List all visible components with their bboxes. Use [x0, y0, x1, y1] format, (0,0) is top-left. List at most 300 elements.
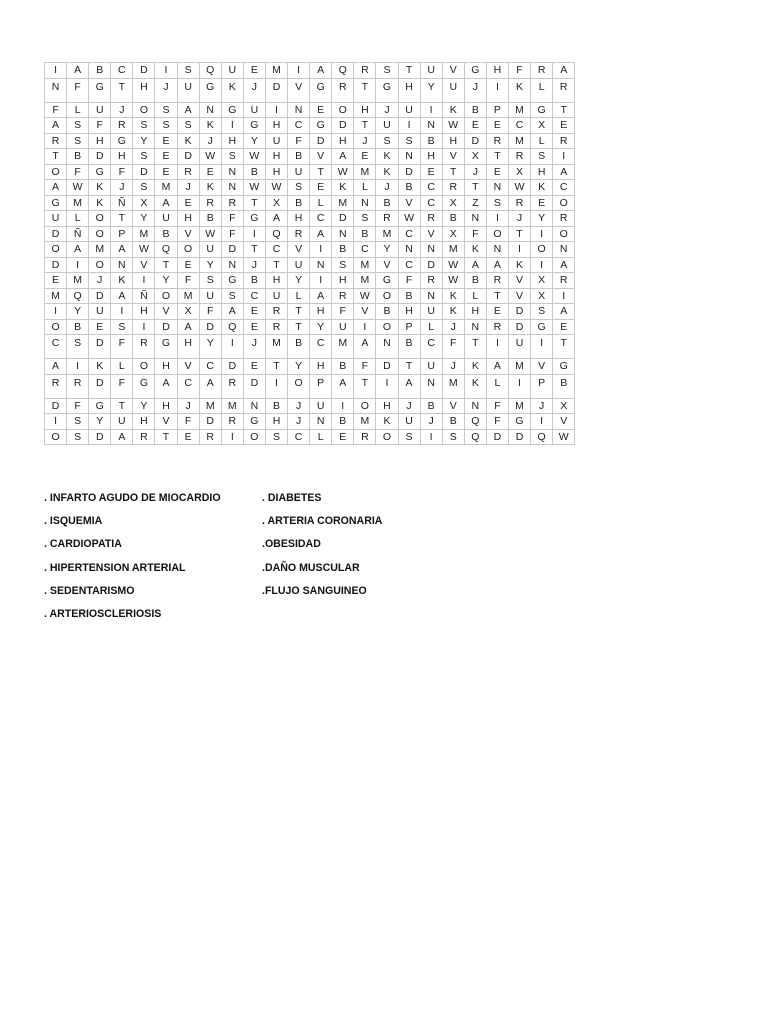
grid-cell: R	[553, 211, 575, 227]
grid-cell: C	[310, 211, 332, 227]
grid-cell: B	[442, 211, 464, 227]
grid-cell: J	[464, 78, 486, 102]
grid-cell: A	[221, 304, 243, 320]
grid-cell: I	[531, 335, 553, 359]
grid-cell: Ñ	[111, 195, 133, 211]
grid-cell: G	[531, 319, 553, 335]
grid-cell: H	[354, 102, 376, 118]
grid-cell: B	[332, 359, 354, 375]
grid-cell: M	[508, 102, 530, 118]
grid-cell: D	[155, 319, 177, 335]
grid-cell: K	[531, 180, 553, 196]
grid-cell: D	[332, 118, 354, 134]
grid-cell: U	[420, 304, 442, 320]
grid-cell: J	[376, 180, 398, 196]
word-list-item: .FLUJO SANGUINEO	[262, 584, 367, 597]
grid-cell: V	[310, 149, 332, 165]
grid-cell: W	[442, 273, 464, 289]
grid-cell: M	[442, 374, 464, 398]
grid-row	[45, 359, 575, 375]
grid-cell: H	[221, 133, 243, 149]
grid-cell: G	[310, 78, 332, 102]
grid-cell: H	[332, 133, 354, 149]
grid-cell: A	[354, 335, 376, 359]
grid-cell: T	[243, 242, 265, 258]
grid-cell: D	[89, 335, 111, 359]
grid-cell: F	[354, 359, 376, 375]
grid-cell: B	[398, 288, 420, 304]
grid-cell: K	[332, 180, 354, 196]
grid-cell: W	[442, 257, 464, 273]
grid-cell: Y	[420, 78, 442, 102]
grid-cell: D	[177, 149, 199, 165]
grid-cell: C	[420, 335, 442, 359]
grid-cell: W	[508, 180, 530, 196]
grid-cell: D	[45, 257, 67, 273]
grid-cell: X	[133, 195, 155, 211]
grid-cell: O	[553, 195, 575, 211]
grid-cell: E	[243, 304, 265, 320]
grid-cell: U	[332, 319, 354, 335]
grid-cell: B	[376, 195, 398, 211]
grid-cell: I	[420, 102, 442, 118]
grid-cell: M	[354, 257, 376, 273]
grid-cell: E	[486, 164, 508, 180]
grid-cell: N	[221, 257, 243, 273]
grid-cell: U	[111, 414, 133, 430]
grid-cell: T	[553, 335, 575, 359]
grid-row	[45, 164, 575, 180]
grid-cell: N	[464, 398, 486, 414]
grid-row	[45, 257, 575, 273]
grid-cell: A	[398, 374, 420, 398]
grid-cell: U	[288, 257, 310, 273]
grid-cell: F	[45, 102, 67, 118]
grid-cell: I	[221, 118, 243, 134]
grid-cell: M	[89, 242, 111, 258]
grid-cell: R	[45, 133, 67, 149]
grid-cell: Y	[67, 304, 89, 320]
grid-cell: V	[553, 414, 575, 430]
grid-cell: G	[89, 78, 111, 102]
grid-cell: O	[243, 429, 265, 445]
grid-cell: P	[486, 102, 508, 118]
grid-cell: R	[376, 211, 398, 227]
grid-cell: D	[221, 242, 243, 258]
grid-cell: T	[354, 78, 376, 102]
grid-cell: M	[45, 288, 67, 304]
grid-cell: G	[243, 211, 265, 227]
grid-cell: E	[199, 164, 221, 180]
grid-cell: D	[243, 374, 265, 398]
word-list-item: .OBESIDAD	[262, 538, 321, 551]
grid-row	[45, 149, 575, 165]
grid-cell: O	[332, 102, 354, 118]
grid-cell: S	[177, 118, 199, 134]
grid-cell: B	[288, 335, 310, 359]
grid-cell: W	[243, 180, 265, 196]
grid-cell: F	[177, 273, 199, 289]
grid-cell: V	[155, 304, 177, 320]
grid-cell: Y	[133, 398, 155, 414]
grid-row	[45, 102, 575, 118]
grid-cell: B	[332, 242, 354, 258]
grid-cell: N	[486, 180, 508, 196]
grid-cell: R	[67, 374, 89, 398]
grid-cell: J	[243, 257, 265, 273]
grid-cell: Z	[464, 195, 486, 211]
grid-cell: J	[177, 398, 199, 414]
grid-cell: E	[89, 319, 111, 335]
grid-cell: H	[133, 414, 155, 430]
grid-cell: J	[243, 335, 265, 359]
grid-cell: B	[67, 149, 89, 165]
grid-cell: O	[89, 226, 111, 242]
word-list-item: . ARTERIA CORONARIA	[262, 515, 383, 528]
grid-cell: I	[332, 398, 354, 414]
grid-cell: N	[288, 102, 310, 118]
grid-cell: M	[332, 195, 354, 211]
grid-cell: E	[45, 273, 67, 289]
grid-cell: A	[553, 164, 575, 180]
grid-cell: U	[508, 335, 530, 359]
grid-cell: U	[89, 304, 111, 320]
grid-cell: I	[376, 374, 398, 398]
grid-cell: Y	[199, 257, 221, 273]
grid-cell: B	[89, 63, 111, 79]
grid-cell: T	[354, 374, 376, 398]
grid-cell: K	[508, 78, 530, 102]
grid-cell: T	[288, 319, 310, 335]
grid-cell: A	[332, 149, 354, 165]
grid-cell: W	[265, 180, 287, 196]
grid-cell: S	[486, 195, 508, 211]
grid-cell: U	[265, 133, 287, 149]
word-list-item: . DIABETES	[262, 492, 322, 504]
grid-cell: S	[133, 180, 155, 196]
grid-cell: B	[332, 414, 354, 430]
grid-cell: I	[486, 211, 508, 227]
grid-cell: T	[265, 359, 287, 375]
grid-cell: K	[111, 273, 133, 289]
grid-cell: C	[398, 257, 420, 273]
grid-cell: D	[420, 257, 442, 273]
grid-cell: T	[111, 78, 133, 102]
grid-cell: I	[553, 149, 575, 165]
grid-cell: J	[155, 78, 177, 102]
grid-row	[45, 319, 575, 335]
grid-cell: A	[486, 257, 508, 273]
grid-cell: R	[265, 304, 287, 320]
grid-cell: A	[310, 63, 332, 79]
grid-cell: K	[221, 78, 243, 102]
grid-cell: R	[221, 374, 243, 398]
grid-cell: B	[199, 211, 221, 227]
grid-cell: W	[553, 429, 575, 445]
grid-cell: O	[177, 242, 199, 258]
grid-cell: I	[354, 319, 376, 335]
grid-cell: N	[420, 288, 442, 304]
grid-cell: X	[531, 288, 553, 304]
grid-cell: T	[45, 149, 67, 165]
grid-cell: N	[464, 319, 486, 335]
grid-cell: N	[221, 164, 243, 180]
grid-cell: G	[199, 78, 221, 102]
grid-row	[45, 180, 575, 196]
grid-cell: N	[354, 195, 376, 211]
grid-cell: S	[354, 211, 376, 227]
word-list-item: . CARDIOPATIA	[44, 538, 122, 551]
grid-cell: I	[265, 374, 287, 398]
grid-cell: J	[442, 319, 464, 335]
grid-cell: F	[221, 211, 243, 227]
grid-cell: O	[376, 319, 398, 335]
grid-cell: H	[265, 149, 287, 165]
grid-cell: B	[464, 273, 486, 289]
grid-cell: I	[486, 335, 508, 359]
grid-cell: U	[310, 398, 332, 414]
grid-cell: R	[486, 319, 508, 335]
grid-cell: G	[89, 398, 111, 414]
grid-cell: V	[531, 359, 553, 375]
grid-cell: W	[243, 149, 265, 165]
grid-cell: S	[67, 335, 89, 359]
grid-row	[45, 242, 575, 258]
grid-cell: S	[133, 118, 155, 134]
grid-cell: E	[332, 429, 354, 445]
grid-cell: X	[464, 149, 486, 165]
grid-cell: D	[464, 133, 486, 149]
grid-cell: U	[376, 118, 398, 134]
grid-cell: F	[442, 335, 464, 359]
grid-cell: C	[199, 359, 221, 375]
grid-row	[45, 195, 575, 211]
grid-cell: H	[155, 398, 177, 414]
grid-cell: V	[508, 273, 530, 289]
grid-cell: E	[155, 164, 177, 180]
grid-cell: H	[310, 304, 332, 320]
grid-cell: U	[155, 211, 177, 227]
grid-cell: T	[464, 180, 486, 196]
grid-cell: C	[310, 335, 332, 359]
grid-cell: T	[111, 398, 133, 414]
grid-cell: N	[332, 226, 354, 242]
grid-cell: B	[464, 102, 486, 118]
grid-cell: D	[89, 149, 111, 165]
grid-row	[45, 374, 575, 398]
grid-cell: G	[310, 118, 332, 134]
grid-cell: I	[111, 304, 133, 320]
grid-cell: H	[265, 414, 287, 430]
word-list-item: . SEDENTARISMO	[44, 584, 135, 597]
grid-cell: E	[243, 63, 265, 79]
grid-cell: S	[221, 288, 243, 304]
grid-cell: X	[442, 195, 464, 211]
grid-cell: O	[89, 211, 111, 227]
grid-cell: R	[486, 133, 508, 149]
grid-cell: D	[45, 398, 67, 414]
grid-cell: H	[332, 273, 354, 289]
grid-cell: H	[177, 335, 199, 359]
grid-cell: B	[288, 149, 310, 165]
grid-cell: H	[310, 359, 332, 375]
grid-cell: H	[464, 304, 486, 320]
grid-cell: F	[199, 304, 221, 320]
grid-cell: O	[133, 102, 155, 118]
grid-cell: N	[310, 257, 332, 273]
grid-cell: A	[45, 118, 67, 134]
grid-cell: S	[531, 149, 553, 165]
grid-cell: N	[199, 102, 221, 118]
grid-cell: D	[45, 226, 67, 242]
grid-cell: O	[89, 257, 111, 273]
grid-cell: J	[89, 273, 111, 289]
grid-row	[45, 414, 575, 430]
grid-cell: D	[89, 374, 111, 398]
grid-cell: S	[67, 133, 89, 149]
grid-cell: X	[531, 118, 553, 134]
grid-cell: N	[111, 257, 133, 273]
grid-cell: F	[111, 335, 133, 359]
grid-cell: K	[376, 149, 398, 165]
grid-cell: S	[133, 149, 155, 165]
grid-cell: R	[111, 118, 133, 134]
grid-cell: I	[420, 429, 442, 445]
grid-cell: E	[243, 319, 265, 335]
grid-cell: W	[332, 164, 354, 180]
grid-cell: L	[420, 319, 442, 335]
grid-cell: E	[354, 149, 376, 165]
grid-cell: S	[398, 429, 420, 445]
grid-cell: Q	[332, 63, 354, 79]
grid-cell: Q	[464, 429, 486, 445]
grid-cell: D	[508, 319, 530, 335]
grid-cell: R	[133, 335, 155, 359]
grid-cell: M	[442, 242, 464, 258]
grid-cell: J	[508, 211, 530, 227]
grid-cell: L	[531, 78, 553, 102]
grid-cell: S	[155, 118, 177, 134]
grid-cell: N	[310, 414, 332, 430]
grid-cell: R	[553, 133, 575, 149]
grid-cell: E	[310, 102, 332, 118]
grid-cell: O	[486, 226, 508, 242]
grid-cell: D	[486, 429, 508, 445]
grid-cell: H	[89, 133, 111, 149]
grid-cell: Y	[89, 414, 111, 430]
grid-cell: A	[553, 304, 575, 320]
grid-cell: I	[531, 226, 553, 242]
grid-cell: O	[531, 242, 553, 258]
grid-cell: F	[67, 164, 89, 180]
grid-cell: E	[420, 164, 442, 180]
grid-cell: R	[354, 63, 376, 79]
grid-cell: U	[45, 211, 67, 227]
grid-cell: O	[45, 429, 67, 445]
grid-cell: K	[464, 359, 486, 375]
grid-cell: Q	[67, 288, 89, 304]
grid-cell: S	[442, 429, 464, 445]
grid-cell: H	[133, 304, 155, 320]
grid-cell: Y	[288, 359, 310, 375]
grid-cell: Y	[199, 335, 221, 359]
grid-cell: M	[155, 180, 177, 196]
grid-cell: V	[442, 398, 464, 414]
grid-cell: T	[464, 335, 486, 359]
grid-cell: V	[133, 257, 155, 273]
grid-cell: D	[133, 63, 155, 79]
grid-cell: F	[508, 63, 530, 79]
grid-cell: M	[332, 335, 354, 359]
grid-cell: T	[111, 211, 133, 227]
grid-cell: O	[354, 398, 376, 414]
grid-cell: H	[442, 133, 464, 149]
grid-cell: W	[442, 118, 464, 134]
grid-cell: X	[553, 398, 575, 414]
grid-cell: P	[310, 374, 332, 398]
grid-row	[45, 273, 575, 289]
grid-cell: L	[531, 133, 553, 149]
grid-cell: R	[486, 273, 508, 289]
grid-cell: L	[111, 359, 133, 375]
grid-cell: A	[310, 288, 332, 304]
grid-cell: K	[464, 242, 486, 258]
word-list	[44, 488, 584, 627]
grid-cell: U	[89, 102, 111, 118]
grid-cell: X	[531, 273, 553, 289]
grid-cell: I	[531, 257, 553, 273]
grid-cell: F	[332, 304, 354, 320]
grid-cell: P	[531, 374, 553, 398]
grid-cell: N	[376, 335, 398, 359]
grid-cell: Q	[531, 429, 553, 445]
grid-cell: E	[486, 118, 508, 134]
grid-cell: J	[199, 133, 221, 149]
grid-cell: B	[442, 414, 464, 430]
grid-cell: Ñ	[67, 226, 89, 242]
grid-cell: M	[221, 398, 243, 414]
grid-cell: E	[310, 180, 332, 196]
grid-cell: H	[111, 149, 133, 165]
grid-cell: G	[376, 273, 398, 289]
grid-cell: R	[332, 288, 354, 304]
grid-cell: M	[354, 273, 376, 289]
grid-cell: H	[265, 273, 287, 289]
grid-cell: E	[155, 133, 177, 149]
grid-cell: Y	[133, 133, 155, 149]
grid-cell: S	[67, 118, 89, 134]
grid-cell: J	[464, 164, 486, 180]
grid-cell: A	[111, 429, 133, 445]
grid-cell: H	[265, 118, 287, 134]
grid-cell: T	[508, 226, 530, 242]
grid-cell: V	[420, 226, 442, 242]
grid-cell: J	[288, 414, 310, 430]
word-list-item: .DAÑO MUSCULAR	[262, 561, 360, 574]
grid-cell: L	[354, 180, 376, 196]
grid-cell: O	[45, 319, 67, 335]
grid-cell: G	[464, 63, 486, 79]
grid-cell: T	[243, 195, 265, 211]
grid-cell: I	[243, 226, 265, 242]
grid-cell: C	[288, 118, 310, 134]
grid-cell: A	[553, 257, 575, 273]
grid-cell: Y	[376, 242, 398, 258]
grid-cell: H	[398, 304, 420, 320]
grid-cell: J	[111, 102, 133, 118]
grid-cell: H	[133, 78, 155, 102]
grid-cell: N	[420, 242, 442, 258]
